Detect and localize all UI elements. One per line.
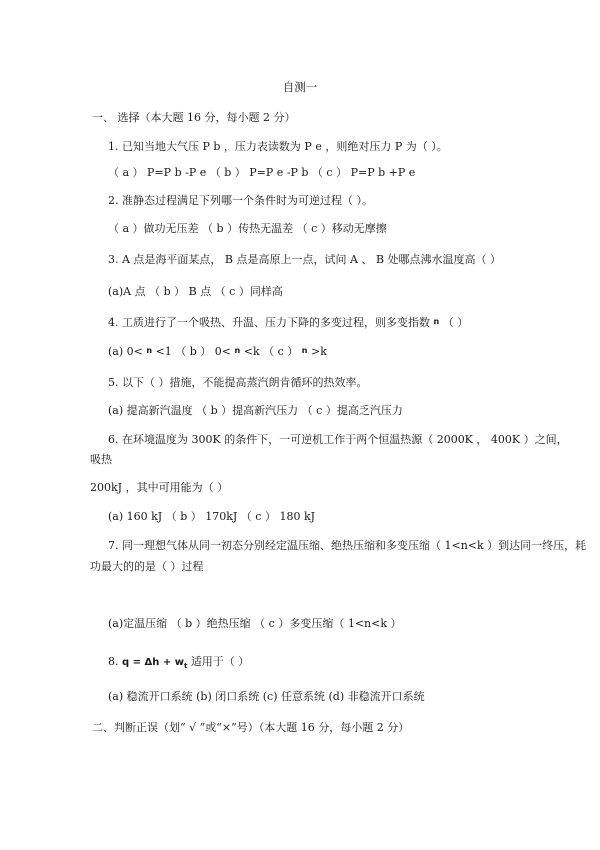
energy-equation-formula	[122, 657, 187, 668]
question-6-text-continued: 200kJ ，其中可用能为（ ）	[90, 481, 229, 494]
polytropic-index-symbol: n	[301, 346, 308, 355]
question-5-options: (a) 提高新汽温度 （ b ）提高新汽压力 （ c ）提高乏汽压力	[108, 404, 403, 417]
polytropic-index-symbol: n	[234, 346, 241, 355]
question-8-number: 8.	[108, 655, 119, 668]
question-1-options: （ a ） P=P b -P e （ b ） P=P e -P b （ c ） P=P b +P e	[108, 166, 416, 179]
page-title: 自测一	[282, 80, 318, 94]
question-5-text: 5. 以下（ ）措施，不能提高蒸汽朗肯循环的热效率。	[108, 376, 368, 389]
option-a-prefix: (a) 0<	[108, 345, 143, 358]
question-8-suffix: 适用于（ ）	[190, 655, 250, 668]
question-6-options: (a) 160 kJ （ b ） 170kJ （ c ） 180 kJ	[108, 510, 316, 523]
option-b-suffix: <k （ c ）	[243, 345, 299, 358]
question-7-text-wrap: 功最大的的是（ ）过程	[90, 560, 204, 573]
option-a-suffix: <1 （ b ） 0<	[155, 345, 232, 358]
question-4-text	[108, 315, 468, 330]
question-4-text-tail: （ ）	[442, 316, 469, 329]
question-7-text: 7. 同一理想气体从同一初态分别经定温压缩、绝热压缩和多变压缩（ 1<n<k ）到达同一终压，耗	[108, 539, 587, 552]
question-2-text: 2. 准静态过程满足下列哪一个条件时为可逆过程（ ）。	[108, 194, 373, 207]
question-6-text-wrap: 吸热	[90, 453, 112, 466]
question-4-options	[108, 344, 327, 359]
question-2-options: （ a ）做功无压差 （ b ）传热无温差 （ c ）移动无摩擦	[108, 222, 387, 235]
question-4-text-main: 4. 工质进行了一个吸热、升温、压力下降的多变过程，则多变指数	[108, 316, 430, 329]
question-3-options: (a)A 点 （ b ） B 点 （ c ）同样高	[108, 285, 283, 298]
formula-main: q = Δh + w	[122, 657, 184, 668]
polytropic-index-symbol: n	[146, 346, 153, 355]
question-7-options: (a)定温压缩 （ b ）绝热压缩 （ c ）多变压缩（ 1<n<k ）	[108, 617, 402, 630]
question-8-text	[108, 655, 249, 673]
polytropic-index-symbol: n	[433, 317, 440, 326]
question-3-text: 3. A 点是海平面某点， B 点是高原上一点，试问 A 、 B 处哪点沸水温度高（ ）	[108, 253, 502, 266]
question-8-options: (a) 稳流开口系统 (b) 闭口系统 (c) 任意系统 (d) 非稳流开口系统	[108, 690, 425, 703]
section1-heading: 一、 选择（本大题 16 分，每小题 2 分）	[92, 111, 296, 124]
option-c-suffix: >k	[310, 345, 327, 358]
formula-subscript: t	[183, 662, 188, 670]
section2-heading: 二、判断正误（划“ √ ”或“×”号）（本大题 16 分，每小题 2 分）	[92, 721, 410, 734]
question-1-text: 1. 已知当地大气压 P b ，压力表读数为 P e ，则绝对压力 P 为（ ）。	[108, 140, 448, 153]
question-6-text: 6. 在环境温度为 300K 的条件下，一可逆机工作于两个恒温热源（ 2000K ， 400K ）之间，	[108, 433, 568, 446]
